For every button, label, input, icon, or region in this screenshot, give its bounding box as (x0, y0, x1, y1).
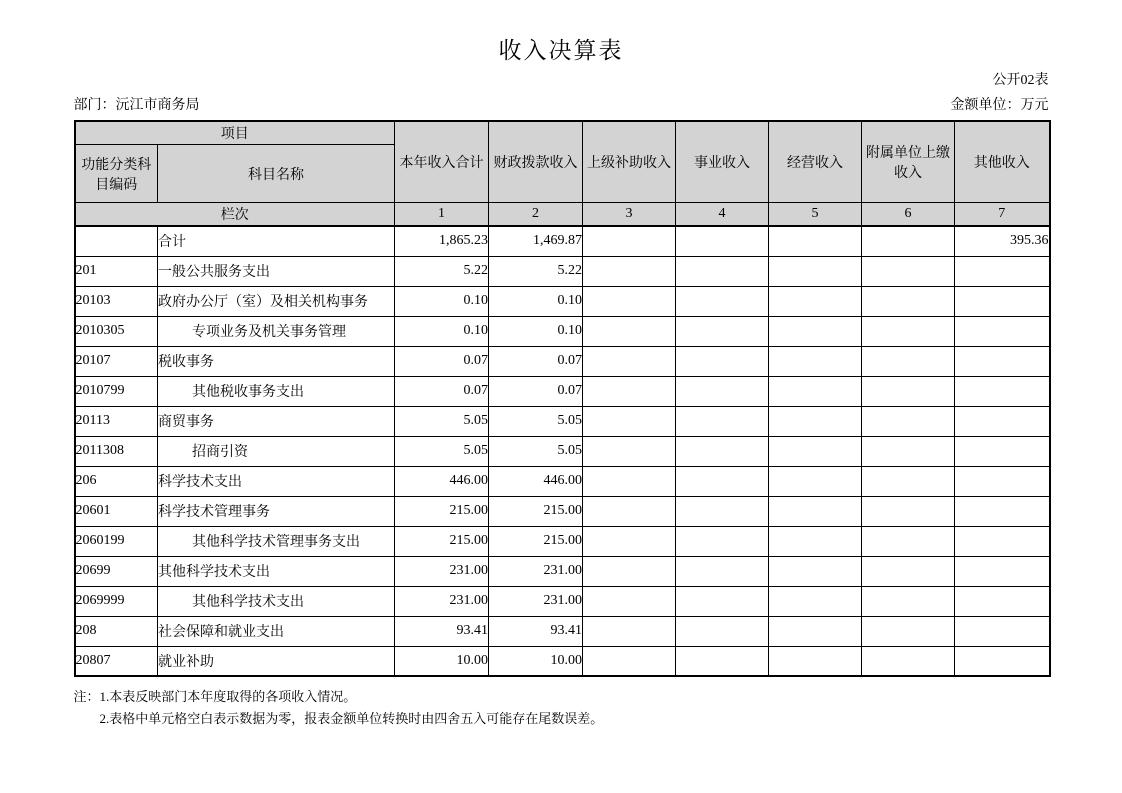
row-value-col-2: 93.41 (489, 616, 583, 646)
table-code-label: 公开02表 (992, 73, 1049, 88)
row-function-code (75, 226, 158, 256)
row-function-code: 2060199 (75, 526, 158, 556)
footnote-1: 注：1.本表反映部门本年度取得的各项收入情况。 (73, 689, 357, 704)
row-subject-name: 税收事务 (158, 346, 395, 376)
row-value-col-1: 93.41 (395, 616, 489, 646)
row-value-col-6 (862, 286, 955, 316)
row-value-col-3 (583, 586, 676, 616)
row-value-col-1: 5.05 (395, 406, 489, 436)
row-value-col-1: 0.07 (395, 376, 489, 406)
meta-row (74, 97, 1049, 115)
row-function-code: 20601 (75, 496, 158, 526)
row-value-col-7 (955, 616, 1050, 646)
row-value-col-3 (583, 466, 676, 496)
row-subject-name: 其他科学技术支出 (158, 586, 395, 616)
row-value-col-7 (955, 466, 1050, 496)
header-row-project (75, 121, 1050, 145)
row-value-col-6 (862, 526, 955, 556)
row-subject-name: 科学技术管理事务 (158, 496, 395, 526)
row-value-col-6 (862, 376, 955, 406)
header-col-number-3: 3 (583, 203, 676, 227)
row-value-col-5 (769, 286, 862, 316)
row-value-col-4 (676, 646, 769, 676)
table-row (75, 286, 1050, 316)
header-col-number-7: 7 (955, 203, 1050, 227)
row-value-col-7 (955, 256, 1050, 286)
row-value-col-1: 0.07 (395, 346, 489, 376)
row-value-col-6 (862, 226, 955, 256)
row-value-col-7 (955, 406, 1050, 436)
row-value-col-2: 215.00 (489, 496, 583, 526)
unit-label: 金额单位：万元 (950, 98, 1049, 113)
row-value-col-2: 231.00 (489, 586, 583, 616)
row-value-col-2: 0.10 (489, 286, 583, 316)
row-value-col-5 (769, 496, 862, 526)
row-subject-name: 社会保障和就业支出 (158, 616, 395, 646)
row-value-col-3 (583, 376, 676, 406)
row-value-col-5 (769, 226, 862, 256)
row-value-col-5 (769, 556, 862, 586)
row-value-col-4 (676, 496, 769, 526)
row-value-col-1: 5.05 (395, 436, 489, 466)
row-subject-name: 政府办公厅（室）及相关机构事务 (158, 286, 395, 316)
header-function-code: 功能分类科目编码 (75, 145, 158, 203)
row-value-col-4 (676, 526, 769, 556)
header-lanci: 栏次 (75, 203, 395, 227)
row-value-col-5 (769, 466, 862, 496)
row-value-col-2: 1,469.87 (489, 226, 583, 256)
table-row (75, 556, 1050, 586)
header-col-number-4: 4 (676, 203, 769, 227)
header-col-total-income: 本年收入合计 (395, 121, 489, 203)
footnotes (74, 686, 1049, 730)
table-row (75, 496, 1050, 526)
row-value-col-6 (862, 436, 955, 466)
row-value-col-5 (769, 526, 862, 556)
row-value-col-2: 0.07 (489, 346, 583, 376)
table-row (75, 406, 1050, 436)
row-value-col-3 (583, 526, 676, 556)
header-col-superior-subsidy: 上级补助收入 (583, 121, 676, 203)
row-value-col-3 (583, 616, 676, 646)
row-function-code: 208 (75, 616, 158, 646)
row-value-col-4 (676, 616, 769, 646)
row-value-col-7 (955, 646, 1050, 676)
row-value-col-1: 1,865.23 (395, 226, 489, 256)
row-function-code: 20103 (75, 286, 158, 316)
row-value-col-6 (862, 346, 955, 376)
row-function-code: 20699 (75, 556, 158, 586)
row-value-col-7 (955, 496, 1050, 526)
row-value-col-7 (955, 526, 1050, 556)
row-value-col-7 (955, 286, 1050, 316)
table-row (75, 316, 1050, 346)
row-value-col-3 (583, 406, 676, 436)
row-value-col-1: 0.10 (395, 316, 489, 346)
row-value-col-4 (676, 316, 769, 346)
row-value-col-7 (955, 436, 1050, 466)
row-value-col-1: 231.00 (395, 556, 489, 586)
row-value-col-3 (583, 226, 676, 256)
row-value-col-4 (676, 226, 769, 256)
row-value-col-6 (862, 466, 955, 496)
row-value-col-7 (955, 586, 1050, 616)
row-function-code: 2010799 (75, 376, 158, 406)
header-col-fiscal-appropriation: 财政拨款收入 (489, 121, 583, 203)
header-col-number-6: 6 (862, 203, 955, 227)
row-value-col-6 (862, 256, 955, 286)
row-subject-name: 其他科学技术支出 (158, 556, 395, 586)
table-row (75, 646, 1050, 676)
row-value-col-6 (862, 316, 955, 346)
row-value-col-3 (583, 556, 676, 586)
row-value-col-4 (676, 466, 769, 496)
row-value-col-4 (676, 376, 769, 406)
row-value-col-5 (769, 586, 862, 616)
row-value-col-6 (862, 646, 955, 676)
row-value-col-4 (676, 256, 769, 286)
row-value-col-6 (862, 406, 955, 436)
row-value-col-7 (955, 346, 1050, 376)
row-value-col-5 (769, 436, 862, 466)
row-value-col-4 (676, 436, 769, 466)
row-subject-name: 科学技术支出 (158, 466, 395, 496)
row-value-col-4 (676, 286, 769, 316)
table-row (75, 436, 1050, 466)
page-title: 收入决算表 (498, 38, 624, 63)
row-value-col-4 (676, 556, 769, 586)
row-function-code: 2011308 (75, 436, 158, 466)
row-value-col-2: 215.00 (489, 526, 583, 556)
table-row (75, 526, 1050, 556)
table-row (75, 226, 1050, 256)
row-function-code: 206 (75, 466, 158, 496)
row-value-col-2: 5.05 (489, 406, 583, 436)
row-value-col-7 (955, 316, 1050, 346)
row-value-col-4 (676, 406, 769, 436)
table-row (75, 466, 1050, 496)
row-value-col-1: 0.10 (395, 286, 489, 316)
row-value-col-2: 231.00 (489, 556, 583, 586)
row-subject-name: 其他税收事务支出 (158, 376, 395, 406)
row-value-col-2: 0.07 (489, 376, 583, 406)
row-value-col-4 (676, 346, 769, 376)
row-value-col-3 (583, 256, 676, 286)
row-value-col-5 (769, 646, 862, 676)
row-value-col-2: 0.10 (489, 316, 583, 346)
row-subject-name: 商贸事务 (158, 406, 395, 436)
row-value-col-2: 5.22 (489, 256, 583, 286)
row-subject-name: 专项业务及机关事务管理 (158, 316, 395, 346)
footnote-2: 2.表格中单元格空白表示数据为零，报表金额单位转换时由四舍五入可能存在尾数误差。 (99, 711, 604, 726)
header-subject-name: 科目名称 (158, 145, 395, 203)
header-project: 项目 (75, 121, 395, 145)
row-subject-name: 就业补助 (158, 646, 395, 676)
row-value-col-1: 215.00 (395, 526, 489, 556)
row-value-col-1: 446.00 (395, 466, 489, 496)
row-value-col-2: 5.05 (489, 436, 583, 466)
row-value-col-4 (676, 586, 769, 616)
row-function-code: 2069999 (75, 586, 158, 616)
row-value-col-5 (769, 346, 862, 376)
header-col-subordinate-remit: 附属单位上缴收入 (862, 121, 955, 203)
row-subject-name: 一般公共服务支出 (158, 256, 395, 286)
row-value-col-3 (583, 646, 676, 676)
row-value-col-2: 446.00 (489, 466, 583, 496)
header-col-number-1: 1 (395, 203, 489, 227)
table-row (75, 376, 1050, 406)
row-function-code: 20107 (75, 346, 158, 376)
row-value-col-7 (955, 376, 1050, 406)
row-value-col-5 (769, 616, 862, 646)
table-row (75, 346, 1050, 376)
row-value-col-3 (583, 316, 676, 346)
row-value-col-1: 5.22 (395, 256, 489, 286)
row-value-col-5 (769, 256, 862, 286)
row-value-col-6 (862, 496, 955, 526)
row-value-col-5 (769, 376, 862, 406)
row-function-code: 20113 (75, 406, 158, 436)
table-row (75, 586, 1050, 616)
row-value-col-3 (583, 346, 676, 376)
row-value-col-2: 10.00 (489, 646, 583, 676)
row-function-code: 201 (75, 256, 158, 286)
row-value-col-3 (583, 496, 676, 526)
row-value-col-7 (955, 556, 1050, 586)
row-value-col-7: 395.36 (955, 226, 1050, 256)
row-value-col-1: 215.00 (395, 496, 489, 526)
header-col-business-income: 经营收入 (769, 121, 862, 203)
department-label: 部门：沅江市商务局 (73, 98, 200, 113)
row-function-code: 20807 (75, 646, 158, 676)
row-value-col-6 (862, 556, 955, 586)
table-row (75, 256, 1050, 286)
row-subject-name: 其他科学技术管理事务支出 (158, 526, 395, 556)
row-subject-name: 招商引资 (158, 436, 395, 466)
row-value-col-5 (769, 406, 862, 436)
row-value-col-6 (862, 616, 955, 646)
document-content (74, 0, 1049, 730)
header-col-number-5: 5 (769, 203, 862, 227)
header-col-number-2: 2 (489, 203, 583, 227)
table-row (75, 616, 1050, 646)
row-value-col-3 (583, 286, 676, 316)
row-value-col-6 (862, 586, 955, 616)
header-row-lanci (75, 203, 1050, 227)
row-value-col-3 (583, 436, 676, 466)
header-col-other-income: 其他收入 (955, 121, 1050, 203)
table-body (75, 226, 1050, 676)
header-col-operational-income: 事业收入 (676, 121, 769, 203)
row-value-col-1: 231.00 (395, 586, 489, 616)
row-value-col-5 (769, 316, 862, 346)
row-subject-name: 合计 (158, 226, 395, 256)
row-function-code: 2010305 (75, 316, 158, 346)
income-table (74, 120, 1051, 677)
row-value-col-1: 10.00 (395, 646, 489, 676)
